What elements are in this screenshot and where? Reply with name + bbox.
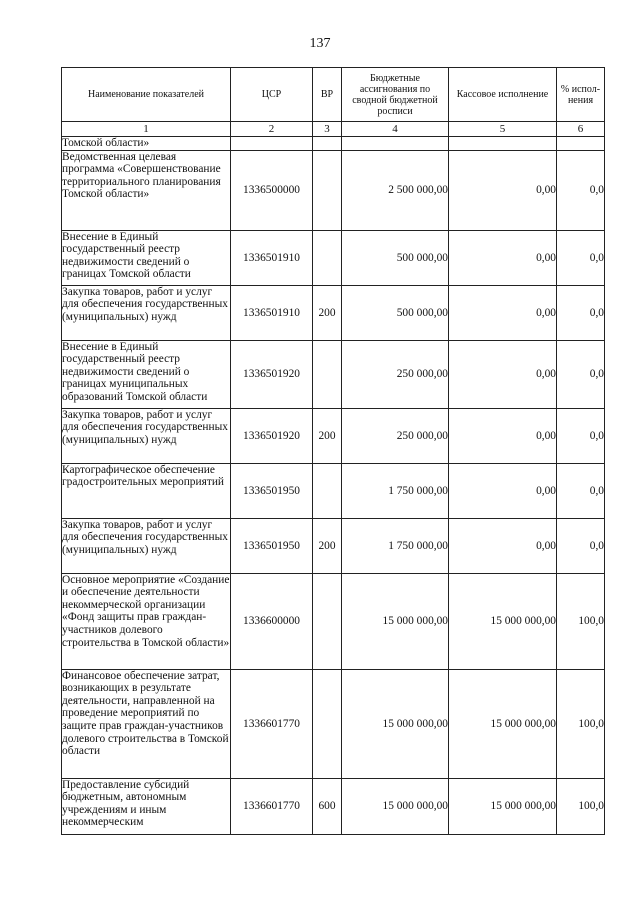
row-name: Основное мероприятие «Создание и обеспечение деятельности некоммерческой организации «Фонд защиты прав граждан-участников долевого строительства в Томской области» (62, 573, 231, 669)
row-percent: 0,0 (557, 340, 605, 408)
row-csr: 1336601770 (231, 778, 313, 834)
row-percent: 0,0 (557, 285, 605, 340)
row-vr (313, 340, 342, 408)
column-number-row (62, 122, 605, 137)
row-name: Томской области» (62, 137, 231, 151)
column-number: 1 (62, 122, 231, 137)
row-csr: 1336601770 (231, 669, 313, 778)
row-percent: 100,0 (557, 669, 605, 778)
row-execution: 0,00 (449, 150, 557, 230)
row-execution: 0,00 (449, 408, 557, 463)
row-allocation: 1 750 000,00 (342, 518, 449, 573)
row-name: Закупка товаров, работ и услуг для обеспечения государственных (муниципальных) нужд (62, 408, 231, 463)
row-allocation: 2 500 000,00 (342, 150, 449, 230)
row-allocation: 250 000,00 (342, 340, 449, 408)
table-row (62, 778, 605, 834)
row-execution: 0,00 (449, 230, 557, 285)
row-csr: 1336501910 (231, 285, 313, 340)
row-vr: 200 (313, 518, 342, 573)
row-name: Закупка товаров, работ и услуг для обеспечения государственных (муниципальных) нужд (62, 518, 231, 573)
row-percent (557, 137, 605, 151)
row-allocation: 250 000,00 (342, 408, 449, 463)
row-execution (449, 137, 557, 151)
row-csr: 1336600000 (231, 573, 313, 669)
row-vr (313, 573, 342, 669)
table-header-row (62, 68, 605, 122)
row-vr: 600 (313, 778, 342, 834)
row-csr: 1336501920 (231, 408, 313, 463)
page-number: 137 (309, 36, 331, 51)
header-execution: Кассовое исполнение (449, 68, 557, 122)
row-name: Картографическое обеспечение градостроительных мероприятий (62, 463, 231, 518)
row-percent: 0,0 (557, 150, 605, 230)
column-number: 5 (449, 122, 557, 137)
row-allocation: 500 000,00 (342, 230, 449, 285)
header-allocations: Бюджетные ассигнования по сводной бюджетной росписи (342, 68, 449, 122)
row-allocation (342, 137, 449, 151)
table-row (62, 408, 605, 463)
row-csr: 1336501950 (231, 518, 313, 573)
row-vr: 200 (313, 285, 342, 340)
row-execution: 0,00 (449, 340, 557, 408)
row-name: Внесение в Единый государственный реестр недвижимости сведений о границах муниципальных образований Томской области (62, 340, 231, 408)
table-row (62, 463, 605, 518)
row-csr: 1336500000 (231, 150, 313, 230)
table-row (62, 150, 605, 230)
header-percent: % испол-нения (557, 68, 605, 122)
row-name: Финансовое обеспечение затрат, возникающих в результате деятельности, направленной на проведение мероприятий по защите прав граждан-участников долевого строительства в Томской области (62, 669, 231, 778)
table-row (62, 137, 605, 151)
table-row (62, 230, 605, 285)
row-percent: 100,0 (557, 778, 605, 834)
column-number: 3 (313, 122, 342, 137)
row-execution: 15 000 000,00 (449, 669, 557, 778)
row-execution: 0,00 (449, 518, 557, 573)
table-row (62, 518, 605, 573)
table-row (62, 285, 605, 340)
row-percent: 0,0 (557, 230, 605, 285)
row-csr: 1336501950 (231, 463, 313, 518)
row-execution: 0,00 (449, 463, 557, 518)
column-number: 2 (231, 122, 313, 137)
row-vr (313, 150, 342, 230)
row-allocation: 15 000 000,00 (342, 778, 449, 834)
row-name: Предоставление субсидий бюджетным, автономным учреждениям и иным некоммерческим (62, 778, 231, 834)
row-allocation: 500 000,00 (342, 285, 449, 340)
row-csr: 1336501920 (231, 340, 313, 408)
row-percent: 0,0 (557, 408, 605, 463)
row-percent: 0,0 (557, 518, 605, 573)
row-allocation: 15 000 000,00 (342, 669, 449, 778)
row-vr (313, 669, 342, 778)
table-row (62, 340, 605, 408)
row-execution: 15 000 000,00 (449, 778, 557, 834)
row-execution: 15 000 000,00 (449, 573, 557, 669)
row-name: Внесение в Единый государственный реестр недвижимости сведений о границах Томской области (62, 230, 231, 285)
column-number: 6 (557, 122, 605, 137)
row-vr: 200 (313, 408, 342, 463)
table-row (62, 573, 605, 669)
row-vr (313, 463, 342, 518)
row-name: Закупка товаров, работ и услуг для обеспечения государственных (муниципальных) нужд (62, 285, 231, 340)
row-allocation: 1 750 000,00 (342, 463, 449, 518)
row-percent: 0,0 (557, 463, 605, 518)
header-name: Наименование показателей (62, 68, 231, 122)
table-row (62, 669, 605, 778)
row-vr (313, 137, 342, 151)
row-execution: 0,00 (449, 285, 557, 340)
header-csr: ЦСР (231, 68, 313, 122)
budget-execution-table (61, 67, 605, 835)
row-csr (231, 137, 313, 151)
row-csr: 1336501910 (231, 230, 313, 285)
row-allocation: 15 000 000,00 (342, 573, 449, 669)
header-vr: ВР (313, 68, 342, 122)
row-vr (313, 230, 342, 285)
column-number: 4 (342, 122, 449, 137)
row-name: Ведомственная целевая программа «Совершенствование территориального планирования Томской области» (62, 150, 231, 230)
row-percent: 100,0 (557, 573, 605, 669)
